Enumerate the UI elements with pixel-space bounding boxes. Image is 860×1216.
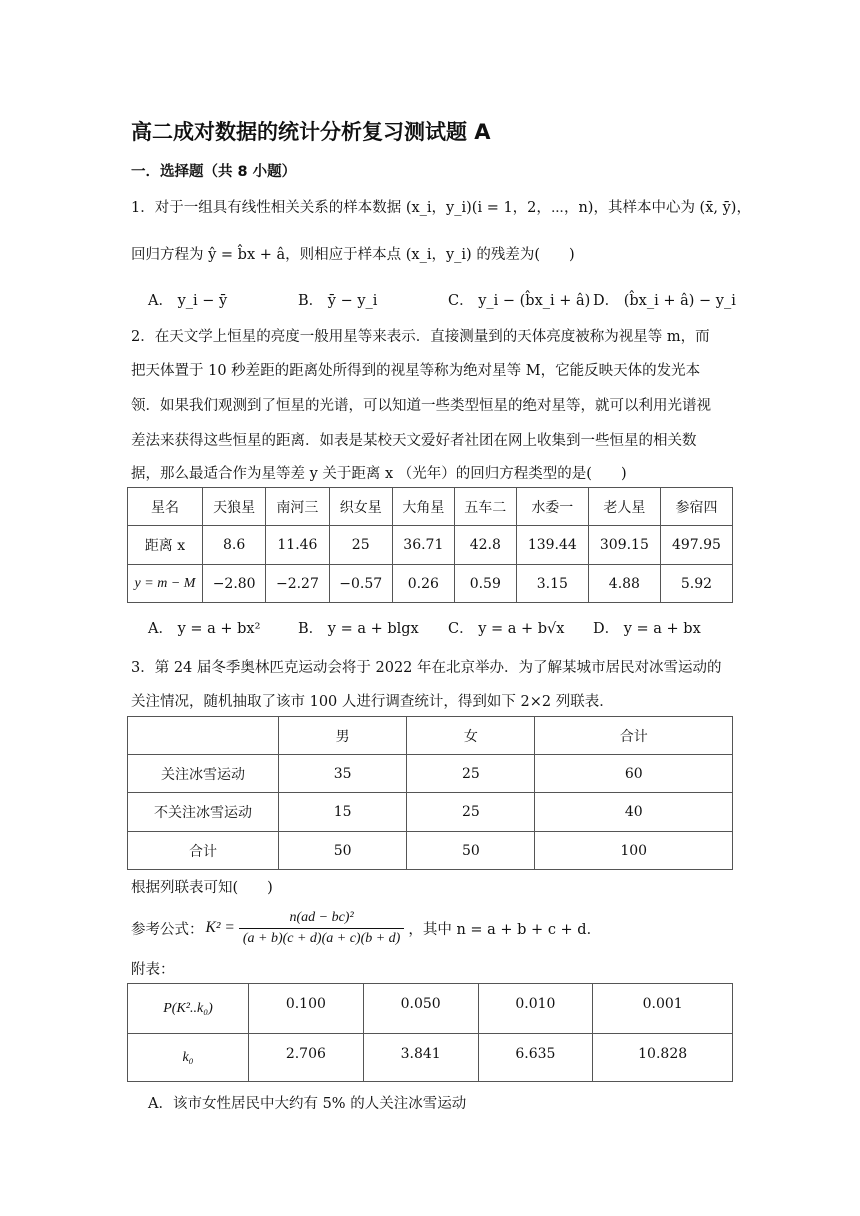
table-row — [128, 793, 733, 832]
table-cell: 男 — [279, 717, 407, 755]
q3-option-a: A．该市女性居民中大约有 5% 的人关注冰雪运动 — [148, 1096, 467, 1112]
q1-option-b: B． ȳ − y_i — [298, 293, 378, 309]
table-cell: y = m − M — [128, 565, 203, 603]
table-cell: 0.050 — [363, 984, 478, 1034]
table-cell: P(K²..k₀) — [128, 984, 249, 1034]
table-cell: 25 — [329, 526, 392, 565]
table-cell: 100 — [535, 832, 733, 870]
q1-line-2: 回归方程为 ŷ = b̂x + â，则相应于样本点 (x_i，y_i) 的残差为( ) — [131, 247, 575, 263]
table-cell: 0.010 — [478, 984, 593, 1034]
table-cell: 水委一 — [516, 488, 588, 526]
table-cell: 50 — [407, 832, 535, 870]
table-cell: 6.635 — [478, 1034, 593, 1082]
q3-after-table: 根据列联表可知( ) — [131, 880, 273, 896]
table-cell: 女 — [407, 717, 535, 755]
table-cell: 距离 x — [128, 526, 203, 565]
table-cell: 0.59 — [454, 565, 516, 603]
page-title: 高二成对数据的统计分析复习测试题 A — [131, 120, 491, 144]
table-row — [128, 565, 733, 603]
formula-tail: ，其中 n = a + b + c + d． — [408, 921, 602, 938]
q2-option-b: B． y = a + blgx — [298, 621, 419, 637]
table-cell: 不关注冰雪运动 — [128, 793, 279, 832]
table-cell: k₀ — [128, 1034, 249, 1082]
table-cell: 老人星 — [588, 488, 660, 526]
table-cell: 南河三 — [266, 488, 329, 526]
table-cell: 星名 — [128, 488, 203, 526]
table-cell: 合计 — [128, 832, 279, 870]
table-row — [128, 832, 733, 870]
table-cell: 497.95 — [660, 526, 732, 565]
table-cell: 36.71 — [392, 526, 454, 565]
table-row — [128, 488, 733, 526]
q3-line-1: 3．第 24 届冬季奥林匹克运动会将于 2022 年在北京举办．为了解某城市居民对冰雪运动的 — [131, 660, 722, 676]
table-cell: 15 — [279, 793, 407, 832]
table-cell: 3.15 — [516, 565, 588, 603]
table-cell: 60 — [535, 755, 733, 793]
table-row — [128, 1034, 733, 1082]
table-cell: 25 — [407, 755, 535, 793]
section-heading: 一．选择题（共 8 小题） — [131, 164, 297, 180]
table-cell: 11.46 — [266, 526, 329, 565]
q2-line-4: 差法来获得这些恒星的距离．如表是某校天文爱好者社团在网上收集到一些恒星的相关数 — [131, 433, 697, 449]
table-cell: 42.8 — [454, 526, 516, 565]
table-cell: 合计 — [535, 717, 733, 755]
q1-line-1: 1．对于一组具有线性相关关系的样本数据 (x_i，y_i)(i = 1，2，⋯，n)，其样本中心为 (x̄, ȳ)， — [131, 200, 751, 216]
table-cell: 139.44 — [516, 526, 588, 565]
formula-numerator: n(ad − bc)² — [239, 910, 405, 929]
table-cell: 3.841 — [363, 1034, 478, 1082]
formula-lhs: K² = — [205, 919, 235, 936]
table-row — [128, 984, 733, 1034]
table-cell: 5.92 — [660, 565, 732, 603]
table-cell: −2.80 — [203, 565, 266, 603]
table-cell: 大角星 — [392, 488, 454, 526]
table-cell: 天狼星 — [203, 488, 266, 526]
table-cell: −0.57 — [329, 565, 392, 603]
table-cell: 309.15 — [588, 526, 660, 565]
q3-line-2: 关注情况，随机抽取了该市 100 人进行调查统计，得到如下 2×2 列联表． — [131, 694, 614, 710]
table-cell: 8.6 — [203, 526, 266, 565]
table-row — [128, 717, 733, 755]
table-cell: 35 — [279, 755, 407, 793]
table-cell: 0.001 — [593, 984, 733, 1034]
table-cell: 织女星 — [329, 488, 392, 526]
formula-line — [131, 905, 601, 951]
table-cell: 25 — [407, 793, 535, 832]
table-row — [128, 755, 733, 793]
table-cell: 0.100 — [249, 984, 364, 1034]
table-cell: 40 — [535, 793, 733, 832]
star-data-table — [127, 487, 733, 603]
appendix-label: 附表： — [131, 962, 175, 978]
table-cell: 2.706 — [249, 1034, 364, 1082]
table-cell: 4.88 — [588, 565, 660, 603]
q2-line-5: 据，那么最适合作为星等差 y 关于距离 x （光年）的回归方程类型的是( ) — [131, 466, 627, 482]
table-cell — [128, 717, 279, 755]
q2-option-a: A． y = a + bx² — [148, 621, 261, 637]
table-cell: −2.27 — [266, 565, 329, 603]
critical-value-table — [127, 983, 733, 1082]
table-cell: 50 — [279, 832, 407, 870]
table-cell: 0.26 — [392, 565, 454, 603]
table-cell: 关注冰雪运动 — [128, 755, 279, 793]
q1-option-c: C． y_i − (b̂x_i + â) — [448, 293, 591, 309]
table-cell: 10.828 — [593, 1034, 733, 1082]
formula-label: 参考公式： — [131, 921, 204, 938]
q1-option-a: A． y_i − ȳ — [148, 293, 228, 309]
table-row — [128, 526, 733, 565]
formula-fraction — [239, 910, 405, 947]
q2-line-2: 把天体置于 10 秒差距的距离处所得到的视星等称为绝对星等 M，它能反映天体的发光本 — [131, 363, 701, 379]
q2-option-c: C． y = a + b√x — [448, 621, 565, 637]
table-cell: 五车二 — [454, 488, 516, 526]
q2-line-1: 2．在天文学上恒星的亮度一般用星等来表示．直接测量到的天体亮度被称为视星等 m，而 — [131, 329, 710, 345]
formula-denominator: (a + b)(c + d)(a + c)(b + d) — [242, 930, 401, 946]
q1-option-d: D． (b̂x_i + â) − y_i — [593, 293, 736, 309]
contingency-table — [127, 716, 733, 870]
table-cell: 参宿四 — [660, 488, 732, 526]
q2-line-3: 领．如果我们观测到了恒星的光谱，可以知道一些类型恒星的绝对星等，就可以利用光谱视 — [131, 398, 711, 414]
q2-option-d: D． y = a + bx — [593, 621, 701, 637]
